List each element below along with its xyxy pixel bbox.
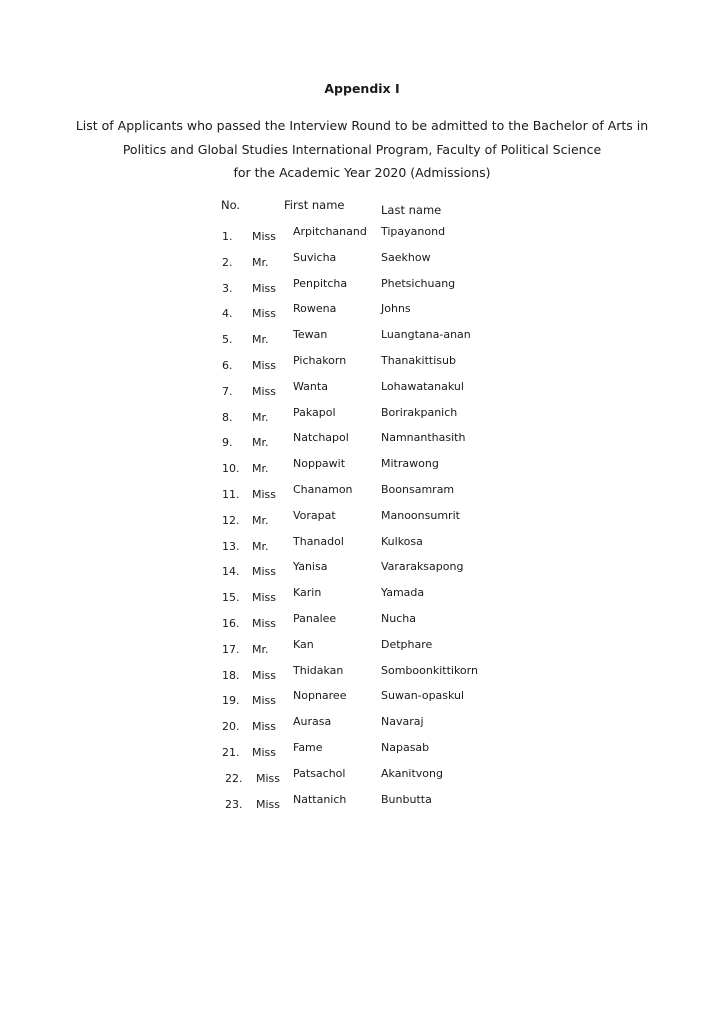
applicant-last-name: Yamada	[381, 586, 425, 600]
applicant-first-name: Nopnaree	[293, 689, 347, 703]
applicant-last-name: Borirakpanich	[381, 405, 458, 419]
applicant-last-name: Tipayanond	[381, 225, 446, 238]
column-header-first-name: First name	[284, 198, 345, 212]
applicant-first-name: Pichakorn	[293, 354, 347, 367]
applicant-title: Mr.	[252, 333, 269, 347]
applicant-number: 4.	[222, 307, 233, 321]
applicant-title: Mr.	[252, 410, 269, 424]
applicant-number: 7.	[222, 384, 233, 398]
applicant-last-name: Navaraj	[381, 715, 424, 729]
applicant-number: 12.	[222, 513, 240, 527]
applicant-number: 15.	[222, 591, 240, 605]
applicant-title: Miss	[252, 668, 277, 682]
applicant-last-name: Lohawatanakul	[381, 379, 464, 393]
table-row	[0, 560, 724, 580]
applicant-last-name: Napasab	[381, 741, 430, 754]
intro-line-3: for the Academic Year 2020 (Admissions)	[233, 165, 491, 180]
applicant-first-name: Noppawit	[293, 457, 346, 471]
table-row	[0, 715, 724, 735]
applicant-number: 18.	[222, 668, 240, 682]
table-row	[0, 509, 724, 529]
table-row	[0, 689, 724, 709]
table-row	[0, 251, 724, 271]
applicant-first-name: Karin	[293, 586, 322, 600]
applicant-first-name: Thanadol	[293, 534, 344, 548]
table-row	[0, 586, 724, 606]
applicant-last-name: Suwan-opaskul	[381, 689, 465, 703]
applicant-first-name: Aurasa	[293, 715, 332, 729]
applicant-first-name: Fame	[293, 741, 323, 754]
applicant-number: 14.	[222, 565, 240, 579]
applicant-first-name: Yanisa	[293, 560, 328, 574]
applicant-title: Miss	[252, 384, 277, 398]
applicant-number: 5.	[222, 333, 233, 347]
applicant-last-name: Nucha	[381, 612, 416, 625]
applicant-last-name: Detphare	[381, 637, 433, 651]
applicant-last-name: Johns	[381, 302, 411, 316]
intro-line-1: List of Applicants who passed the Interview Round to be admitted to the Bachelor of Arts in	[75, 118, 649, 133]
applicant-last-name: Saekhow	[381, 250, 431, 264]
applicant-first-name: Suvicha	[293, 250, 337, 264]
column-header-last-name: Last name	[381, 203, 442, 217]
applicant-title: Mr.	[252, 255, 269, 269]
table-row	[0, 277, 724, 297]
applicant-first-name: Rowena	[293, 302, 337, 316]
intro-line-2: Politics and Global Studies International Program, Faculty of Political Science	[122, 142, 602, 157]
table-row	[0, 767, 724, 787]
table-row	[0, 793, 724, 813]
table-row	[0, 535, 724, 555]
table-row	[0, 457, 724, 477]
applicant-title: Miss	[252, 746, 277, 759]
applicant-title: Mr.	[252, 462, 269, 476]
applicant-title: Mr.	[252, 513, 269, 527]
applicant-number: 16.	[222, 617, 240, 630]
applicant-number: 22.	[225, 771, 243, 785]
applicant-title: Miss	[252, 565, 277, 579]
table-row	[0, 328, 724, 348]
applicant-number: 3.	[222, 281, 233, 295]
applicant-number: 11.	[222, 488, 240, 501]
applicant-first-name: Nattanich	[293, 792, 347, 806]
applicant-last-name: Vararaksapong	[381, 560, 464, 574]
applicant-last-name: Manoonsumrit	[381, 508, 460, 522]
applicant-first-name: Arpitchanand	[293, 225, 367, 238]
table-row	[0, 406, 724, 426]
applicant-number: 19.	[222, 694, 240, 708]
applicant-number: 20.	[222, 720, 240, 734]
applicant-title: Miss	[252, 591, 277, 605]
applicant-last-name: Akanitvong	[381, 766, 443, 780]
applicant-last-name: Bunbutta	[381, 792, 432, 806]
table-row	[0, 380, 724, 400]
applicant-number: 1.	[222, 230, 233, 243]
column-header-no: No.	[221, 198, 241, 212]
applicant-title: Miss	[252, 281, 277, 295]
applicant-first-name: Panalee	[293, 612, 337, 625]
applicant-number: 6.	[222, 359, 233, 372]
applicant-number: 17.	[222, 642, 240, 656]
applicant-title: Miss	[252, 617, 277, 630]
table-row	[0, 483, 724, 503]
applicant-first-name: Tewan	[293, 328, 328, 342]
applicant-last-name: Phetsichuang	[381, 276, 456, 290]
applicant-first-name: Kan	[293, 637, 314, 651]
applicant-number: 10.	[222, 462, 240, 476]
applicant-number: 9.	[222, 436, 233, 450]
applicant-first-name: Pakapol	[293, 405, 336, 419]
table-row	[0, 638, 724, 658]
applicant-first-name: Natchapol	[293, 431, 349, 445]
table-row	[0, 354, 724, 374]
applicant-last-name: Boonsamram	[381, 483, 455, 496]
applicant-number: 21.	[222, 746, 240, 759]
applicant-first-name: Wanta	[293, 379, 328, 393]
table-row	[0, 225, 724, 245]
applicant-number: 2.	[222, 255, 233, 269]
applicant-first-name: Thidakan	[293, 663, 344, 677]
table-row	[0, 612, 724, 632]
applicant-title: Mr.	[252, 539, 269, 553]
applicant-title: Miss	[252, 307, 277, 321]
applicant-last-name: Namnanthasith	[381, 431, 466, 445]
appendix-title: Appendix I	[324, 81, 400, 96]
applicant-title: Miss	[256, 797, 281, 811]
applicant-last-name: Somboonkittikorn	[381, 663, 478, 677]
applicant-title: Miss	[256, 771, 281, 785]
applicant-last-name: Thanakittisub	[381, 354, 456, 367]
applicant-last-name: Mitrawong	[381, 457, 439, 471]
applicant-last-name: Kulkosa	[381, 534, 423, 548]
table-row	[0, 431, 724, 451]
applicant-last-name: Luangtana-anan	[381, 328, 471, 342]
table-row	[0, 302, 724, 322]
applicant-title: Miss	[252, 694, 277, 708]
applicant-title: Miss	[252, 488, 277, 501]
applicant-title: Mr.	[252, 436, 269, 450]
applicant-title: Miss	[252, 720, 277, 734]
applicant-first-name: Chanamon	[293, 483, 353, 496]
applicant-title: Miss	[252, 359, 277, 372]
table-row	[0, 664, 724, 684]
applicant-number: 13.	[222, 539, 240, 553]
applicant-number: 8.	[222, 410, 233, 424]
applicant-title: Mr.	[252, 642, 269, 656]
applicant-first-name: Patsachol	[293, 766, 346, 780]
applicant-number: 23.	[225, 797, 243, 811]
table-row	[0, 741, 724, 761]
applicant-first-name: Penpitcha	[293, 276, 348, 290]
applicant-first-name: Vorapat	[293, 508, 336, 522]
applicant-title: Miss	[252, 230, 277, 243]
